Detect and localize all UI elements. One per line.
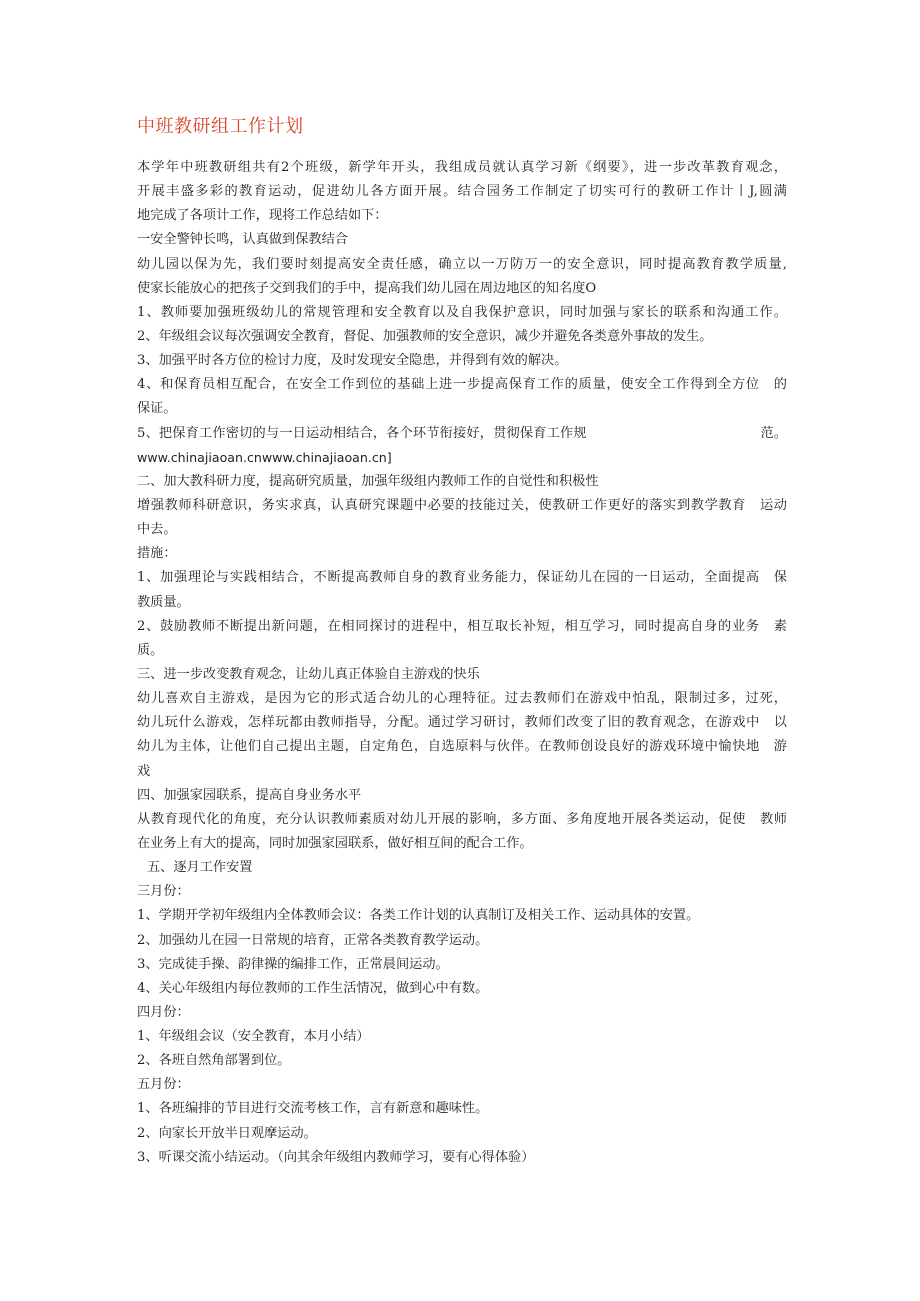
document-line: 幼儿喜欢自主游戏，是因为它的形式适合幼儿的心理特征。过去教师们在游戏中怕乱，限制过多，过死， (137, 691, 787, 707)
document-line: 3、加强平时各方位的检讨力度，及时发现安全隐患，并得到有效的解决。 (137, 353, 568, 369)
document-line: 教质量。 (137, 594, 190, 610)
document-line: 1、各班编排的节目进行交流考核工作，言有新意和趣味性。 (137, 1101, 489, 1117)
document-line: 3、听课交流小结运动。（向其余年级组内教师学习，要有心得体验） (137, 1149, 535, 1165)
document-line: 从教育现代化的角度，充分认识教师素质对幼儿开展的影响，多方面、多角度地开展各类运动，促使 教师 (137, 811, 787, 827)
document-line: 1、年级组会议（安全教育，本月小结） (137, 1029, 370, 1045)
document-line: 2、加强幼儿在园一日常规的培育，正常各类教育教学运动。 (137, 932, 489, 948)
document-line: 增强教师科研意识，务实求真，认真研究课题中必要的技能过关，使教研工作更好的落实到教学教育 运动 (137, 497, 787, 513)
document-line: 开展丰盛多彩的教育运动，促进幼儿各方面开展。结合园务工作制定了切实可行的教研工作计丨J,圆满 (137, 184, 787, 200)
document-line: 二、加大教科研力度，提高研究质量，加强年级组内教师工作的自觉性和积极性 (137, 473, 599, 489)
document-link-text: www.chinajiaoan.cnwww.chinajiaoan.cn] (137, 449, 392, 465)
document-line: 三、进一步改变教育观念，让幼儿真正体验自主游戏的快乐 (137, 666, 480, 682)
document-line: 在业务上有大的提高，同时加强家园联系，做好相互间的配合工作。 (137, 835, 533, 851)
document-line: 措施： (137, 546, 177, 562)
document-line: 四、加强家园联系，提高自身业务水平 (137, 787, 362, 803)
document-line: 地完成了各项计工作，现将工作总结如下： (137, 208, 388, 224)
document-line: 1、教师要加强班级幼儿的常规管理和安全教育以及自我保护意识，同时加强与家长的联系和沟通工作。 (137, 304, 787, 320)
document-line: 2、鼓励教师不断提出新问题，在相同探讨的进程中，相互取长补短，相互学习，同时提高自身的业务 素 (137, 618, 787, 634)
document-line: 1、加强理论与实践相结合，不断提高教师自身的教育业务能力，保证幼儿在园的一日运动，全面提高 保 (137, 570, 787, 586)
document-line: 幼儿为主体，让他们自己提出主题，自定角色，自选原料与伙伴。在教师创设良好的游戏环境中愉快地 游 (137, 739, 787, 755)
document-line: 幼儿玩什么游戏，怎样玩都由教师指导，分配。通过学习研讨，教师们改变了旧的教育观念，在游戏中 以 (137, 715, 787, 731)
document-title: 中班教研组工作计划 (137, 116, 304, 137)
document-line: 三月份： (137, 884, 190, 900)
document-line: 一安全警钟长鸣，认真做到保教结合 (137, 232, 348, 248)
document-line: 2、年级组会议每次强调安全教育，督促、加强教师的安全意识，减少并避免各类意外事故的发生。 (137, 328, 713, 344)
document-line: 戏 (137, 763, 151, 779)
document-line: 使家长能放心的把孩子交到我们的手中，提高我们幼儿园在周边地区的知名度O (137, 280, 597, 296)
document-line: 中去。 (137, 522, 177, 538)
document-line: 五月份： (137, 1077, 190, 1093)
document-line: 质。 (137, 642, 164, 658)
document-body (137, 156, 787, 1170)
document-line: 5、把保育工作密切的与一日运动相结合，各个环节衔接好，贯彻保育工作规 范。 (137, 425, 787, 441)
document-line: 四月份： (137, 1004, 190, 1020)
document-line: 五、逐月工作安置 (147, 860, 253, 876)
document-line: 本学年中班教研组共有2个班级，新学年开头，我组成员就认真学习新《纲要》，进一步改革教育观念， (137, 160, 787, 175)
document-line: 4、和保育员相互配合，在安全工作到位的基础上进一步提高保育工作的质量，使安全工作得到全方位 的 (137, 377, 787, 393)
document-line: 4、关心年级组内每位教师的工作生活情况，做到心中有数。 (137, 980, 489, 996)
document-line: 2、向家长开放半日观摩运动。 (137, 1125, 317, 1141)
document-line: 保证。 (137, 401, 177, 417)
document-line: 2、各班自然角部署到位。 (137, 1053, 291, 1069)
document-line: 3、完成徒手操、韵律操的编排工作，正常晨间运动。 (137, 956, 449, 972)
document-line: 1、学期开学初年级组内全体教师会议：各类工作计划的认真制订及相关工作、运动具体的安置。 (137, 908, 700, 924)
document-line: 幼儿园以保为先，我们要时刻提高安全责任感，确立以一万防万一的安全意识，同时提高教育教学质量, (137, 256, 787, 272)
